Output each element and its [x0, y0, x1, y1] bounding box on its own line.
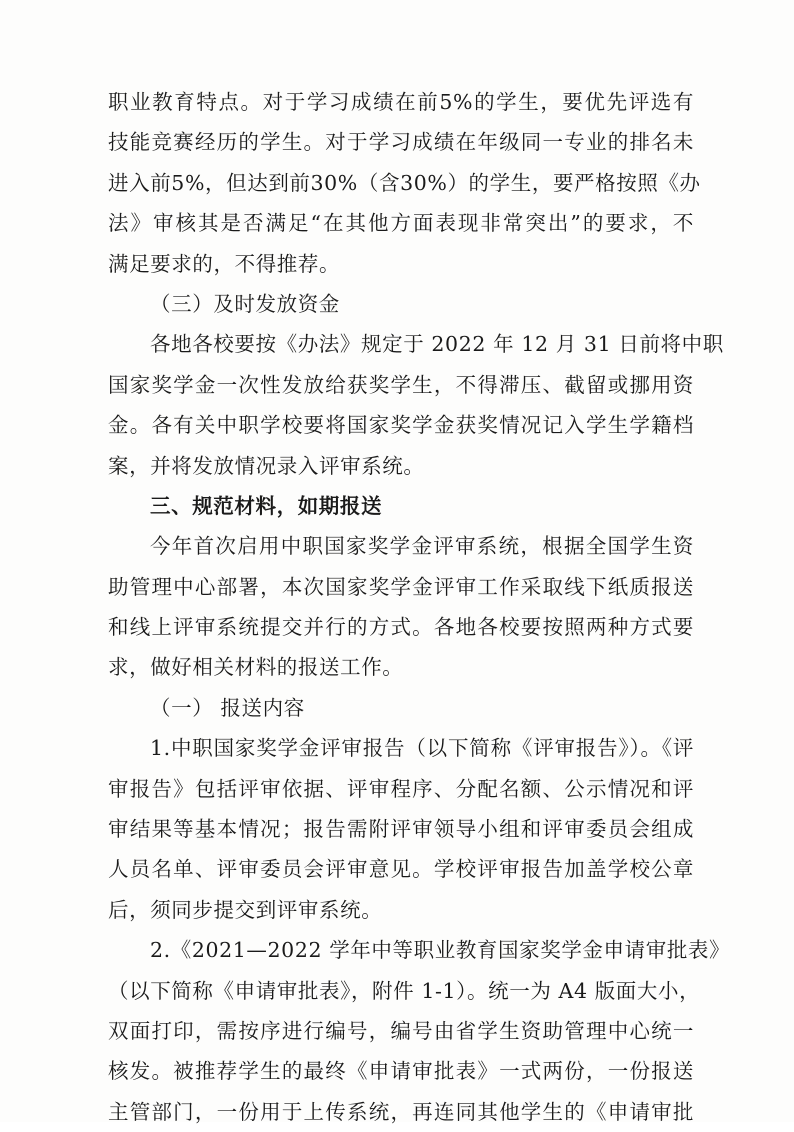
paragraph-line: 国家奖学金一次性发放给获奖学生，不得滞压、截留或挪用资: [108, 372, 694, 397]
paragraph-line: 各地各校要按《办法》规定于 2022 年 12 月 31 日前将中职: [150, 332, 724, 357]
paragraph-line: 职业教育特点。对于学习成绩在前5%的学生，要优先评选有: [108, 90, 694, 114]
paragraph-line: 核发。被推荐学生的最终《申请审批表》一式两份，一份报送: [108, 1059, 694, 1084]
paragraph-line: 求，做好相关材料的报送工作。: [108, 655, 404, 680]
paragraph-line: 审报告》包括评审依据、评审程序、分配名额、公示情况和评: [108, 776, 694, 801]
paragraph-line: 进入前5%，但达到前30%（含30%）的学生，要严格按照《办: [108, 170, 701, 195]
paragraph-line: 案，并将发放情况录入评审系统。: [108, 453, 425, 478]
paragraph-line: （三）及时发放资金: [150, 291, 340, 316]
paragraph-line: 双面打印，需按序进行编号，编号由省学生资助管理中心统一: [108, 1018, 694, 1043]
paragraph-line: 金。各有关中职学校要将国家奖学金获奖情况记入学生学籍档: [108, 413, 694, 438]
paragraph-line: 人员名单、评审委员会评审意见。学校评审报告加盖学校公章: [108, 857, 694, 882]
paragraph-line: 主管部门，一份用于上传系统，再连同其他学生的《申请审批: [108, 1099, 694, 1124]
document-body: [108, 82, 731, 1132]
paragraph-line: 审结果等基本情况；报告需附评审领导小组和评审委员会组成: [108, 817, 694, 842]
paragraph-line: 满足要求的，不得推荐。: [108, 251, 341, 276]
paragraph-line: 后，须同步提交到评审系统。: [108, 897, 383, 922]
section-heading: 三、规范材料，如期报送: [150, 493, 383, 518]
paragraph-line: （以下简称《申请审批表》，附件 1-1）。统一为 A4 版面大小，: [108, 978, 701, 1003]
paragraph-line: 今年首次启用中职国家奖学金评审系统，根据全国学生资: [150, 534, 694, 559]
paragraph-line: （一） 报送内容: [150, 695, 305, 720]
paragraph-line: 2.《2021—2022 学年中等职业教育国家奖学金申请审批表》: [150, 938, 731, 963]
paragraph-line: 法》审核其是否满足“在其他方面表现非常突出”的要求，不: [108, 211, 694, 236]
paragraph-line: 1.中职国家奖学金评审报告（以下简称《评审报告》）。《评: [150, 736, 694, 761]
paragraph-line: 和线上评审系统提交并行的方式。各地各校要按照两种方式要: [108, 615, 694, 640]
paragraph-line: 技能竞赛经历的学生。对于学习成绩在年级同一专业的排名未: [108, 130, 694, 155]
paragraph-line: 助管理中心部署，本次国家奖学金评审工作采取线下纸质报送: [108, 574, 694, 599]
